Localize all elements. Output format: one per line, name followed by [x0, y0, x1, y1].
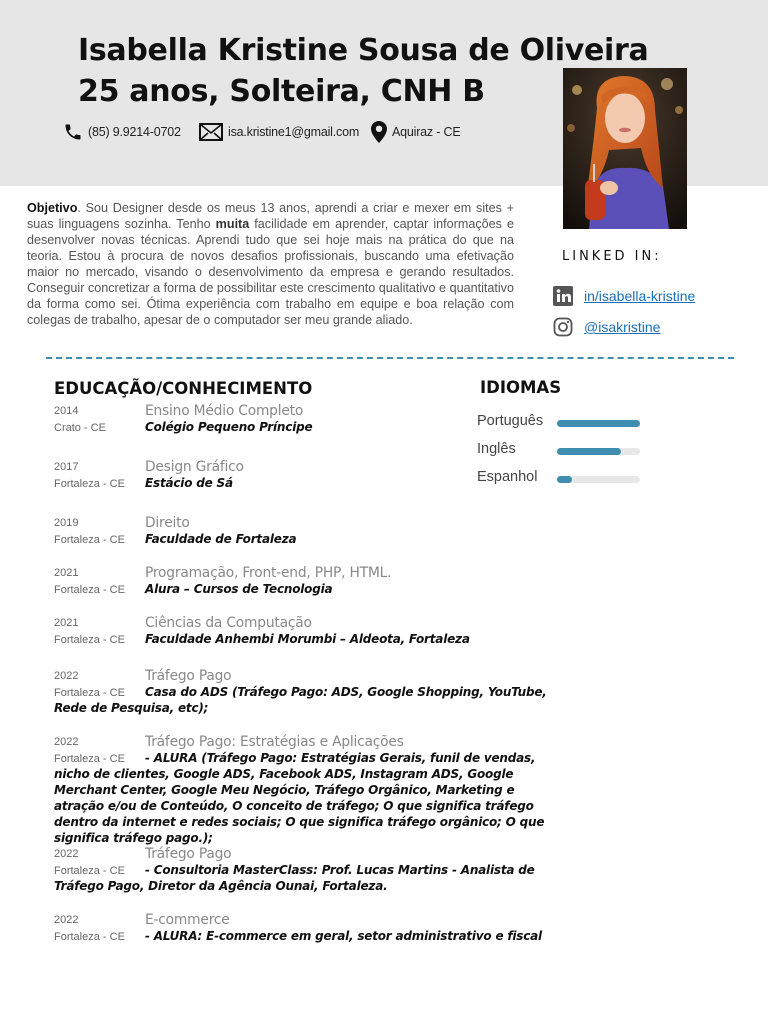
education-institution-cont: Tráfego Pago, Diretor da Agência Ounai, Fortaleza.: [54, 879, 388, 893]
education-year: 2017: [54, 461, 79, 473]
education-location: Fortaleza - CE: [54, 634, 125, 646]
language-item: [477, 469, 647, 487]
education-institution: Alura – Cursos de Tecnologia: [145, 582, 333, 596]
education-course: Ciências da Computação: [145, 615, 312, 631]
languages-title: IDIOMAS: [480, 378, 562, 397]
objective-text-a: . Sou Designer desde os meus 13 anos, aprendi a criar e mexer em sites + suas linguagens sozinha. Tenho: [27, 201, 514, 231]
candidate-subtitle: 25 anos, Solteira, CNH B: [78, 74, 485, 109]
education-course: Design Gráfico: [145, 459, 244, 475]
instagram-link[interactable]: [553, 316, 660, 338]
education-institution: Colégio Pequeno Príncipe: [145, 420, 313, 434]
objective-text-b: facilidade em aprender, captar informações e desenvolver novas técnicas. Aprendi tudo que sei hoje mais na prática do que na teoria. Estou à procura de novos desafios profissionais, buscando uma efetivação maior no mercado, visando o desenvolvimento da empresa e gerando resultados. Conseguir concretizar a forma de possibilitar este crescimento qualitativo e quantitativo da forma como sei. Ótima experiência com trabalho em equipe e boa relação com colegas de trabalho, apesar de o computador ser meu grande aliado.: [27, 217, 515, 327]
education-year: 2022: [54, 736, 79, 748]
language-name: Inglês: [477, 441, 516, 457]
language-item: [477, 413, 647, 431]
profile-photo: [563, 68, 687, 229]
education-course: Direito: [145, 515, 190, 531]
location-pin-icon: [371, 121, 392, 143]
education-year: 2022: [54, 914, 79, 926]
education-institution: - Consultoria MasterClass: Prof. Lucas Martins - Analista de: [145, 863, 535, 877]
education-institution: Faculdade Anhembi Morumbi – Aldeota, Fortaleza: [145, 632, 470, 646]
education-institution: Faculdade de Fortaleza: [145, 532, 297, 546]
objective-paragraph: [27, 200, 514, 328]
education-year: 2022: [54, 848, 79, 860]
education-location: Fortaleza - CE: [54, 534, 125, 546]
education-year: 2021: [54, 567, 79, 579]
education-year: 2019: [54, 517, 79, 529]
education-institution-cont: Rede de Pesquisa, etc);: [54, 701, 209, 715]
linkedin-icon: [553, 286, 584, 306]
education-course: E-commerce: [145, 912, 230, 928]
education-location: Fortaleza - CE: [54, 865, 125, 877]
language-level-bar: [557, 476, 640, 483]
email-text: isa.kristine1@gmail.com: [228, 125, 360, 139]
education-course: Tráfego Pago: [145, 846, 232, 862]
education-location: Fortaleza - CE: [54, 687, 125, 699]
education-course: Tráfego Pago: [145, 668, 232, 684]
linkedin-text[interactable]: in/isabella-kristine: [584, 288, 696, 304]
language-name: Português: [477, 413, 544, 429]
instagram-icon: [553, 317, 584, 337]
objective-bold-word: muita: [215, 217, 250, 231]
education-institution-cont: nicho de clientes, Google ADS, Facebook ADS, Instagram ADS, Google Merchant Center, Google Meu Negócio, Tráfego Orgânico, Marketing e atração e/ou de Conteúdo, O conceito de tráfego; O que significa tráfego dentro da internet e redes sociais; O que significa tráfego orgânico; O que significa tráfego pago.);: [54, 767, 545, 845]
education-location: Fortaleza - CE: [54, 584, 125, 596]
language-name: Espanhol: [477, 469, 538, 485]
phone-icon: [63, 122, 88, 142]
education-location: Fortaleza - CE: [54, 478, 125, 490]
phone-text: (85) 9.9214-0702: [88, 125, 181, 139]
education-institution: - ALURA: E-commerce em geral, setor administrativo e fiscal: [145, 929, 542, 943]
education-course: Ensino Médio Completo: [145, 403, 304, 419]
education-course: Programação, Front-end, PHP, HTML.: [145, 565, 392, 581]
contact-location: [371, 121, 460, 143]
education-year: 2014: [54, 405, 79, 417]
mail-icon: [199, 123, 228, 141]
education-title: EDUCAÇÃO/CONHECIMENTO: [54, 379, 313, 398]
education-location: Fortaleza - CE: [54, 753, 125, 765]
education-location: Crato - CE: [54, 422, 106, 434]
objective-label: Objetivo: [27, 201, 78, 215]
education-course: Tráfego Pago: Estratégias e Aplicações: [145, 734, 404, 750]
language-item: [477, 441, 647, 459]
section-divider: [46, 357, 734, 359]
contact-email: [199, 121, 359, 143]
education-year: 2021: [54, 617, 79, 629]
linkedin-section-title: LINKED IN:: [562, 249, 662, 264]
candidate-name: Isabella Kristine Sousa de Oliveira: [78, 33, 649, 68]
linkedin-link[interactable]: [553, 285, 695, 307]
education-institution: - ALURA (Tráfego Pago: Estratégias Gerais, funil de vendas,: [145, 751, 536, 765]
education-year: 2022: [54, 670, 79, 682]
instagram-text[interactable]: @isakristine: [584, 319, 661, 335]
contact-phone: [63, 121, 181, 143]
language-level-bar: [557, 420, 640, 427]
location-text: Aquiraz - CE: [392, 125, 461, 139]
education-institution: Estácio de Sá: [145, 476, 233, 490]
education-institution: Casa do ADS (Tráfego Pago: ADS, Google Shopping, YouTube,: [145, 685, 547, 699]
language-level-bar: [557, 448, 640, 455]
education-location: Fortaleza - CE: [54, 931, 125, 943]
